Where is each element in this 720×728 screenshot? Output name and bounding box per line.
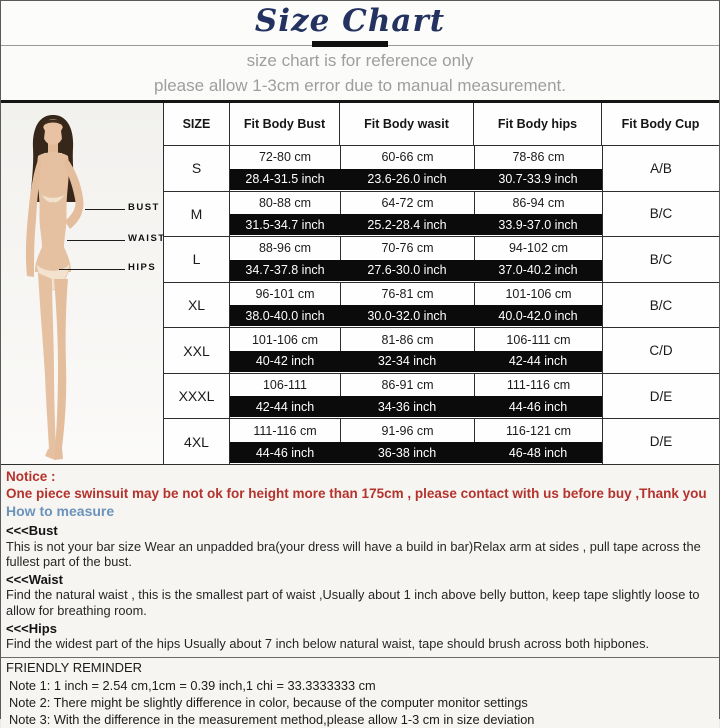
subtitle-line-1: size chart is for reference only xyxy=(246,51,474,70)
size-cell: L xyxy=(164,237,230,282)
cup-cell: B/C xyxy=(602,237,719,282)
header-waist: Fit Body wasit xyxy=(340,103,474,145)
hips-cm-value: 101-106 cm xyxy=(474,283,602,306)
reminder-note-1: Note 1: 1 inch = 2.54 cm,1cm = 0.39 inch,1 chi = 33.3333333 cm xyxy=(9,677,376,693)
size-cell: XXXL xyxy=(164,374,230,419)
inch-values-row xyxy=(230,214,602,235)
table-row xyxy=(164,419,719,464)
model-figure-illustration xyxy=(1,103,163,465)
main-section xyxy=(1,103,719,465)
inch-values-row xyxy=(230,442,602,463)
reminder-note-2: Note 2: There might be slightly difference in color, because of the computer monitor settings xyxy=(9,694,528,710)
hips-inch-value: 40.0-42.0 inch xyxy=(498,308,578,323)
measurements-cell xyxy=(230,374,602,419)
bust-inch-value: 38.0-40.0 inch xyxy=(245,308,325,323)
reminder-note-3: Note 3: With the difference in the measurement method,please allow 1-3 cm in size deviation xyxy=(9,711,535,727)
waist-inch-value: 27.6-30.0 inch xyxy=(367,263,447,278)
bust-cm-value: 80-88 cm xyxy=(258,195,312,210)
size-cell: XL xyxy=(164,283,230,328)
size-cell: 4XL xyxy=(164,419,230,464)
waist-inch-value: 36-38 inch xyxy=(377,445,437,460)
cup-cell: A/B xyxy=(602,146,719,191)
waist-inch-value: 34-36 inch xyxy=(377,399,437,414)
cup-cell: C/D xyxy=(602,328,719,373)
waist-inch-value: 23.6-26.0 inch xyxy=(367,172,447,187)
bust-cm-value: 72-80 cm xyxy=(258,150,312,165)
size-cell: S xyxy=(164,146,230,191)
waist-cm-value: 60-66 cm xyxy=(340,146,474,169)
page-title: Size Chart xyxy=(254,3,446,39)
waist-pointer-line xyxy=(67,240,125,241)
waist-guide xyxy=(6,572,714,619)
waist-label: WAIST xyxy=(128,233,166,244)
cm-values-row xyxy=(230,283,602,306)
table-row xyxy=(164,374,719,420)
reminder-heading: FRIENDLY REMINDER xyxy=(6,659,143,675)
measurements-cell xyxy=(230,419,602,464)
cup-cell: B/C xyxy=(602,283,719,328)
hips-inch-value: 44-46 inch xyxy=(508,399,568,414)
bust-inch-value: 42-44 inch xyxy=(255,399,315,414)
hips-cm-value: 78-86 cm xyxy=(474,146,602,169)
bust-guide-heading: <<<Bust xyxy=(6,522,58,538)
cm-values-row xyxy=(230,374,602,397)
hips-label: HIPS xyxy=(128,262,157,273)
bust-inch-value: 44-46 inch xyxy=(255,445,315,460)
cup-cell: D/E xyxy=(602,374,719,419)
cup-cell: D/E xyxy=(602,419,719,464)
header-cup: Fit Body Cup xyxy=(621,117,700,131)
bust-label: BUST xyxy=(128,202,160,213)
waist-inch-value: 30.0-32.0 inch xyxy=(367,308,447,323)
measurements-cell xyxy=(230,283,602,328)
size-table xyxy=(163,103,719,464)
waist-cm-value: 81-86 cm xyxy=(340,328,474,351)
size-table-header xyxy=(164,103,719,146)
inch-values-row xyxy=(230,169,602,190)
header-size: SIZE xyxy=(164,103,230,145)
notice-text: One piece swinsuit may be not ok for height more than 175cm , please contact with us before buy ,Thank you xyxy=(6,485,707,501)
hips-inch-value: 42-44 inch xyxy=(508,354,568,369)
hips-cm-value: 111-116 cm xyxy=(474,374,602,397)
table-row xyxy=(164,328,719,374)
waist-guide-text: Find the natural waist , this is the smallest part of waist ,Usually about 1 inch above belly button, keep tape slightly loose to allow for breathing room. xyxy=(6,587,700,618)
hips-guide-text: Find the widest part of the hips Usually about 7 inch below natural waist, tape should brush across both hipbones. xyxy=(6,636,650,652)
hips-guide-heading: <<<Hips xyxy=(6,620,57,636)
inch-values-row xyxy=(230,351,602,372)
bust-cm-value: 88-96 cm xyxy=(258,241,312,256)
bust-inch-value: 40-42 inch xyxy=(255,354,315,369)
size-cell: M xyxy=(164,192,230,237)
table-row xyxy=(164,237,719,283)
hips-cm-value: 116-121 cm xyxy=(474,419,602,442)
hips-cm-value: 106-111 cm xyxy=(474,328,602,351)
table-row xyxy=(164,192,719,238)
hips-pointer-line xyxy=(59,269,125,270)
hips-inch-value: 30.7-33.9 inch xyxy=(498,172,578,187)
waist-inch-value: 25.2-28.4 inch xyxy=(367,217,447,232)
bust-inch-value: 28.4-31.5 inch xyxy=(245,172,325,187)
title-underline-bar xyxy=(312,41,388,47)
hips-inch-value: 37.0-40.2 inch xyxy=(498,263,578,278)
cm-values-row xyxy=(230,146,602,169)
subtitle-box xyxy=(1,46,719,103)
notice-heading: Notice : xyxy=(6,469,56,484)
notice-section xyxy=(1,465,719,652)
table-row xyxy=(164,283,719,329)
bust-guide-text: This is not your bar size Wear an unpadded bra(your dress will have a build in bar)Relax arm at sides , pull tape across the fullest part of the bust. xyxy=(6,538,701,570)
waist-cm-value: 70-76 cm xyxy=(340,237,474,260)
inch-values-row xyxy=(230,260,602,281)
waist-cm-value: 91-96 cm xyxy=(340,419,474,442)
measurements-cell xyxy=(230,328,602,373)
table-row xyxy=(164,146,719,192)
bust-pointer-line xyxy=(85,209,125,210)
hips-cm-value: 94-102 cm xyxy=(474,237,602,260)
inch-values-row xyxy=(230,396,602,417)
cm-values-row xyxy=(230,237,602,260)
bust-cm-value: 111-116 cm xyxy=(253,423,317,438)
cup-cell: B/C xyxy=(602,192,719,237)
bust-inch-value: 34.7-37.8 inch xyxy=(245,263,325,278)
hips-cm-value: 86-94 cm xyxy=(474,192,602,215)
hips-inch-value: 33.9-37.0 inch xyxy=(498,217,578,232)
reminder-section xyxy=(1,658,719,728)
waist-cm-value: 64-72 cm xyxy=(340,192,474,215)
hips-inch-value: 46-48 inch xyxy=(508,445,568,460)
header-hips: Fit Body hips xyxy=(474,103,602,145)
measurements-cell xyxy=(230,146,602,191)
measurements-cell xyxy=(230,192,602,237)
inch-values-row xyxy=(230,305,602,326)
cm-values-row xyxy=(230,419,602,442)
header xyxy=(1,1,719,46)
waist-guide-heading: <<<Waist xyxy=(6,571,63,587)
size-cell: XXL xyxy=(164,328,230,373)
model-panel xyxy=(1,103,166,464)
bust-cm-value: 96-101 cm xyxy=(255,287,315,302)
bust-cm-value: 106-111 xyxy=(262,378,308,393)
subtitle-line-2: please allow 1-3cm error due to manual measurement. xyxy=(154,75,566,95)
header-bust: Fit Body Bust xyxy=(230,103,340,145)
waist-cm-value: 86-91 cm xyxy=(340,374,474,397)
measurements-cell xyxy=(230,237,602,282)
waist-cm-value: 76-81 cm xyxy=(340,283,474,306)
bust-inch-value: 31.5-34.7 inch xyxy=(245,217,325,232)
bust-cm-value: 101-106 cm xyxy=(251,332,318,347)
cm-values-row xyxy=(230,328,602,351)
bust-guide xyxy=(6,523,714,570)
cm-values-row xyxy=(230,192,602,215)
how-to-measure-link[interactable]: How to measure xyxy=(6,503,115,520)
size-table-body xyxy=(164,146,719,464)
waist-inch-value: 32-34 inch xyxy=(377,354,437,369)
hips-guide xyxy=(6,621,714,652)
